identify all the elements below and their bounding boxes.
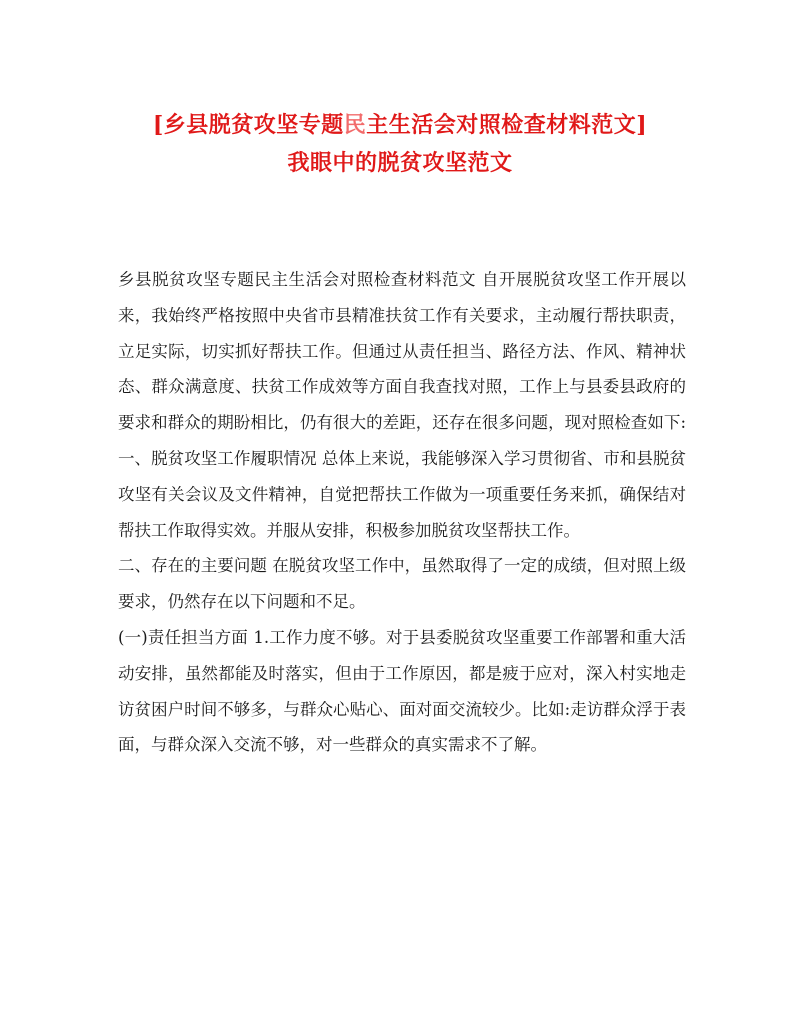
document-body bbox=[118, 262, 686, 763]
title-line-1-mark: 民 bbox=[343, 112, 367, 138]
document-title-line-2: 我眼中的脱贫攻坚范文 bbox=[287, 150, 513, 176]
title-line-1-prefix: [乡县脱贫攻坚专题 bbox=[152, 112, 344, 138]
document-title-line-1 bbox=[100, 110, 700, 140]
body-paragraph-1: 乡县脱贫攻坚专题民主生活会对照检查材料范文 自开展脱贫攻坚工作开展以来，我始终严格按照中央省市县精准扶贫工作有关要求，主动履行帮扶职责，立足实际，切实抓好帮扶工作。但通过从责任担当、路径方法、作风、精神状态、群众满意度、扶贫工作成效等方面自我查找对照，工作上与县委县政府的要求和群众的期盼相比，仍有很大的差距，还存在很多问题，现对照检查如下: 一、脱贫攻坚工作履职情况 总体上来说，我能够深入学习贯彻省、市和县脱贫攻坚有关会议及文件精神，自觉把帮扶工作做为一项重要任务来抓，确保结对帮扶工作取得实效。并服从安排，积极参加脱贫攻坚帮扶工作。 bbox=[118, 270, 686, 540]
body-paragraph-3: (一)责任担当方面 1.工作力度不够。对于县委脱贫攻坚重要工作部署和重大活动安排，虽然都能及时落实，但由于工作原因，都是疲于应对，深入村实地走访贫困户时间不够多，与群众心贴心、面对面交流较少。比如:走访群众浮于表面，与群众深入交流不够，对一些群众的真实需求不了解。 bbox=[118, 627, 686, 755]
body-paragraph-2: 二、存在的主要问题 在脱贫攻坚工作中，虽然取得了一定的成绩，但对照上级要求，仍然存在以下问题和不足。 bbox=[118, 556, 686, 612]
title-line-1-suffix: 主生活会对照检查材料范文] bbox=[366, 112, 648, 138]
